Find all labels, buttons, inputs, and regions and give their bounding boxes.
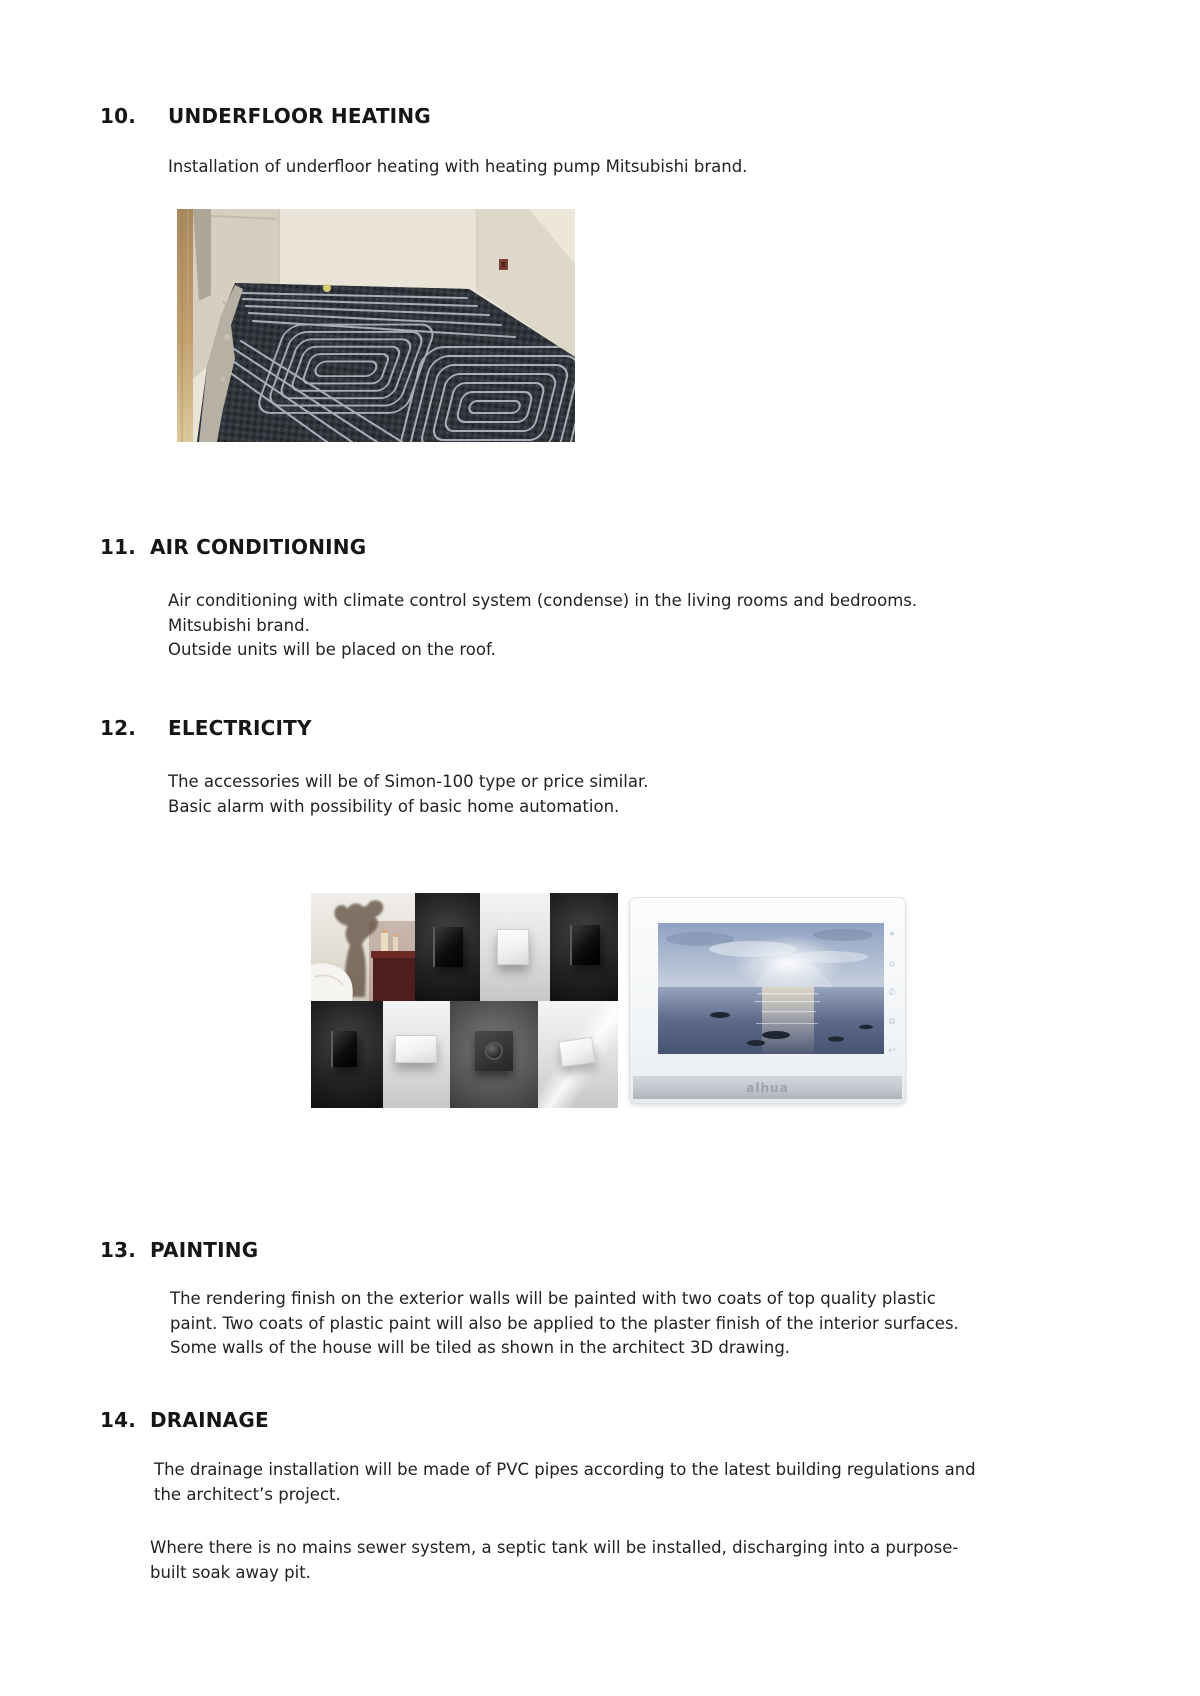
light-switch-black	[570, 925, 600, 965]
light-switch-white	[497, 929, 529, 965]
underfloor-heating-illustration	[177, 209, 575, 442]
light-switch-black	[331, 1031, 357, 1067]
paragraph-line: The accessories will be of Simon-100 type or price similar.	[168, 772, 649, 791]
section-11-number: 11.	[100, 535, 137, 559]
section-12-title: ELECTRICITY	[168, 716, 312, 740]
switch-tile-gray	[450, 1001, 538, 1108]
switches-collage	[311, 893, 618, 1108]
section-12-number: 12.	[100, 716, 137, 740]
section-10-number: 10.	[100, 104, 137, 128]
door-frame	[177, 209, 193, 442]
switch-tile-dark	[311, 1001, 383, 1108]
section-14-paragraph-2	[150, 1536, 958, 1585]
paragraph-line: Air conditioning with climate control system (condense) in the living rooms and bedrooms.	[168, 591, 918, 610]
light-switch-white	[558, 1037, 595, 1067]
section-10-title: UNDERFLOOR HEATING	[168, 104, 431, 128]
intercom-touch-buttons	[886, 931, 898, 1056]
switch-tile-dark	[550, 893, 618, 1001]
paragraph-line: Mitsubishi brand.	[168, 615, 310, 635]
switch-tile-dark	[415, 893, 480, 1001]
switch-tile-light	[383, 1001, 450, 1108]
bedroom-silhouette-image	[311, 893, 415, 1001]
paragraph-line: Basic alarm with possibility of basic home automation.	[168, 796, 620, 816]
paragraph-line: The rendering finish on the exterior walls will be painted with two coats of top quality plastic	[170, 1289, 936, 1308]
paragraph-line: Where there is no mains sewer system, a septic tank will be installed, discharging into a purpose-	[150, 1538, 959, 1557]
section-13-title: PAINTING	[150, 1238, 259, 1262]
intercom-logo: alhua	[746, 1080, 789, 1095]
intercom-touch-icon[interactable]: ↩	[888, 1046, 896, 1056]
section-11-title: AIR CONDITIONING	[150, 535, 367, 559]
section-14-paragraph	[154, 1458, 976, 1507]
paragraph-line: built soak away pit.	[150, 1562, 311, 1582]
intercom-bottom-bar	[633, 1076, 902, 1099]
light-switch-black	[433, 927, 463, 967]
intercom-screen-seascape	[658, 923, 884, 1054]
paragraph-line: paint. Two coats of plastic paint will also be applied to the plaster finish of the interior surfaces.	[170, 1313, 959, 1333]
section-13-number: 13.	[100, 1238, 137, 1262]
paragraph-line: Installation of underfloor heating with heating pump Mitsubishi brand.	[168, 157, 748, 176]
underfloor-heating-photo	[177, 209, 575, 442]
paragraph-line: Some walls of the house will be tiled as shown in the architect 3D drawing.	[170, 1338, 791, 1357]
section-11-paragraph	[168, 589, 917, 663]
section-13-paragraph	[170, 1287, 959, 1361]
rotary-dimmer	[475, 1031, 513, 1071]
section-10-paragraph	[168, 155, 747, 180]
paragraph-line: The drainage installation will be made of PVC pipes according to the latest building regulations and	[154, 1460, 976, 1479]
intercom-touch-icon[interactable]: ⌂	[889, 959, 895, 969]
section-12-paragraph	[168, 770, 648, 819]
light-switch-white	[395, 1035, 437, 1063]
paragraph-line: the architect’s project.	[154, 1484, 341, 1504]
nightstand	[373, 958, 415, 1001]
section-14-number: 14.	[100, 1408, 137, 1432]
switch-tile-light	[538, 1001, 618, 1108]
section-14-title: DRAINAGE	[150, 1408, 269, 1432]
paragraph-line: Outside units will be placed on the roof.	[168, 640, 496, 659]
intercom-touch-icon[interactable]: ⧉	[888, 1017, 896, 1027]
switch-tile-light	[480, 893, 550, 1001]
intercom-touch-icon[interactable]: ✶	[888, 930, 896, 940]
intercom-touch-icon[interactable]: ✆	[888, 988, 896, 998]
video-intercom-photo	[629, 897, 906, 1104]
